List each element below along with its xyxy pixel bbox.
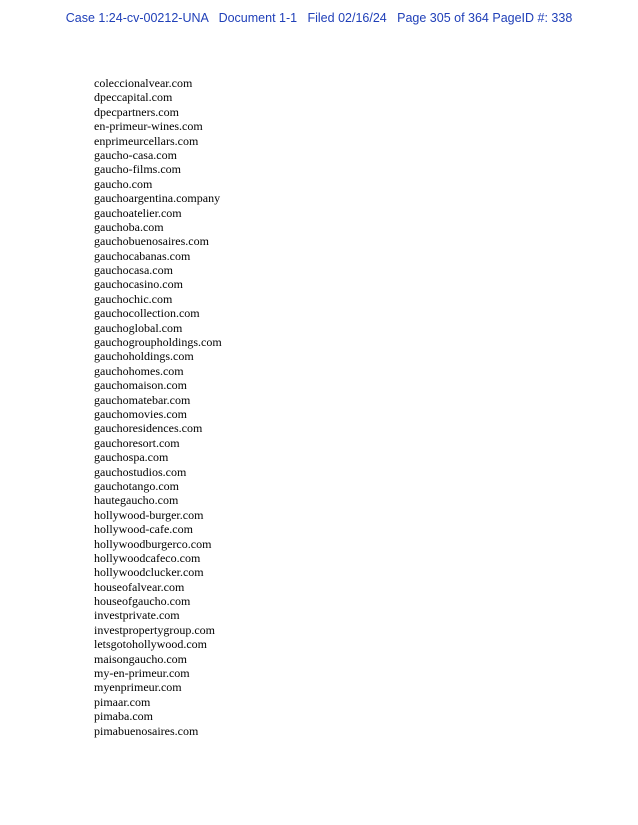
- list-item: gaucho.com: [94, 176, 153, 191]
- list-item: gauchocollection.com: [94, 306, 200, 321]
- list-item: houseofalvear.com: [94, 579, 185, 594]
- list-item: gauchocasa.com: [94, 263, 173, 278]
- list-item: enprimeurcellars.com: [94, 133, 199, 148]
- list-item: hautegaucho.com: [94, 493, 179, 508]
- list-item: houseofgaucho.com: [94, 594, 191, 609]
- list-item: dpeccapital.com: [94, 90, 173, 105]
- list-item: gauchoargentina.company: [94, 191, 221, 206]
- list-item: coleccionalvear.com: [94, 76, 193, 90]
- list-item: hollywood-cafe.com: [94, 522, 193, 537]
- list-item: en-primeur-wines.com: [94, 119, 203, 134]
- list-item: gauchoglobal.com: [94, 320, 183, 335]
- list-item: gauchospa.com: [94, 450, 169, 465]
- list-item: hollywoodclucker.com: [94, 565, 204, 580]
- list-item: pimaba.com: [94, 709, 153, 724]
- list-item: gaucho-films.com: [94, 162, 181, 177]
- domain-list: [94, 76, 222, 738]
- list-item: gaucho-casa.com: [94, 147, 177, 162]
- list-item: gauchocasino.com: [94, 277, 183, 292]
- list-item: gauchogroupholdings.com: [94, 335, 222, 350]
- list-item: investpropertygroup.com: [94, 622, 215, 637]
- list-item: gauchoresidences.com: [94, 421, 203, 436]
- list-item: pimaar.com: [94, 694, 151, 709]
- list-item: gauchoatelier.com: [94, 205, 182, 220]
- list-item: maisongaucho.com: [94, 651, 187, 666]
- list-item: gauchotango.com: [94, 478, 179, 493]
- list-item: gauchoresort.com: [94, 435, 180, 450]
- list-item: gauchobuenosaires.com: [94, 234, 209, 249]
- list-item: hollywoodburgerco.com: [94, 536, 212, 551]
- list-item: gauchomovies.com: [94, 406, 187, 421]
- list-item: gauchohomes.com: [94, 363, 184, 378]
- list-item: gauchoholdings.com: [94, 349, 194, 364]
- list-item: dpecpartners.com: [94, 104, 179, 119]
- list-item: hollywood-burger.com: [94, 507, 204, 522]
- list-item: investprivate.com: [94, 608, 180, 623]
- list-item: hollywoodcafeco.com: [94, 550, 201, 565]
- list-item: gauchochic.com: [94, 291, 173, 306]
- list-item: gauchocabanas.com: [94, 248, 191, 263]
- list-item: gauchomaison.com: [94, 378, 187, 393]
- list-item: gauchostudios.com: [94, 464, 187, 479]
- list-item: myenprimeur.com: [94, 680, 182, 695]
- list-item: letsgotohollywood.com: [94, 637, 207, 652]
- list-item: gauchoba.com: [94, 219, 164, 234]
- case-header: Case 1:24-cv-00212-UNA Document 1-1 Filed 02/16/24 Page 305 of 364 PageID #: 338: [65, 11, 573, 25]
- list-item: my-en-primeur.com: [94, 666, 190, 681]
- list-item: pimabuenosaires.com: [94, 723, 199, 738]
- list-item: gauchomatebar.com: [94, 392, 191, 407]
